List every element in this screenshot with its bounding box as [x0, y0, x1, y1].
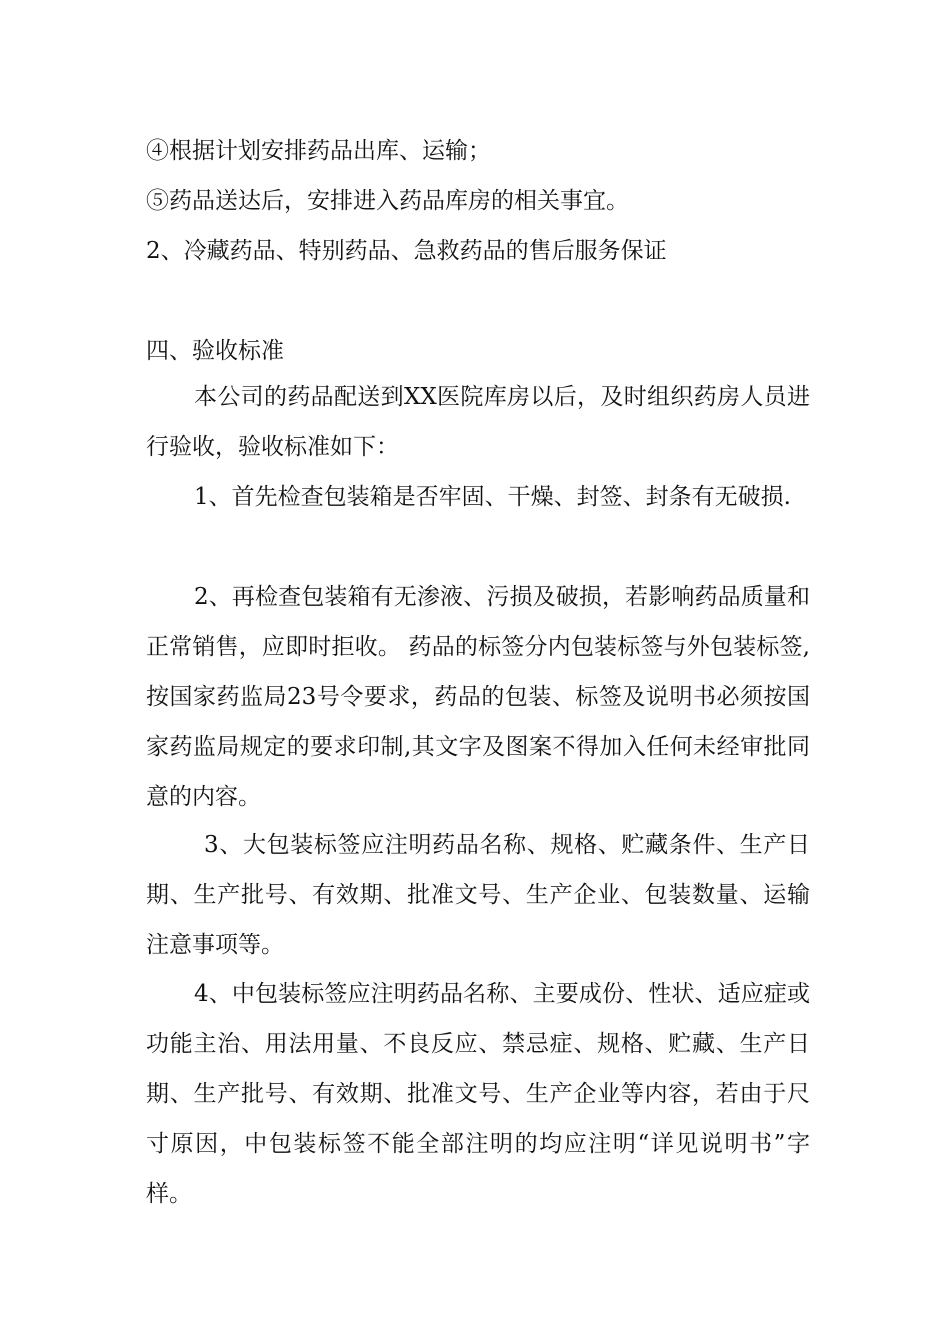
intro-paragraph: 本公司的药品配送到XX医院库房以后，及时组织药房人员进行验收，验收标准如下： [146, 384, 810, 460]
paragraph-1: 1、首先检查包装箱是否牢固、干燥、封签、封条有无破损. [194, 484, 791, 510]
section-heading: 四、验收标准 [146, 338, 284, 364]
list-item-4: ④根据计划安排药品出库、运输； [146, 138, 491, 164]
list-item-2-cold-storage: 2、冷藏药品、特别药品、急救药品的售后服务保证 [146, 238, 667, 264]
paragraph-4: 4、中包装标签应注明药品名称、主要成份、性状、适应症或功能主治、用法用量、不良反应、禁忌症、规格、贮藏、生产日期、生产批号、有效期、批准文号、生产企业等内容，若由于尺寸原因，中包装标签不能全部注明的均应注明“详见说明书”字样。 [146, 981, 810, 1207]
list-item-5: ⑤药品送达后，安排进入药品库房的相关事宜。 [146, 188, 629, 214]
paragraph-3: 3、大包装标签应注明药品名称、规格、贮藏条件、生产日期、生产批号、有效期、批准文号、生产企业、包装数量、运输注意事项等。 [146, 832, 810, 958]
paragraph-2: 2、再检查包装箱有无渗液、污损及破损，若影响药品质量和正常销售，应即时拒收。 药品的标签分内包装标签与外包装标签,按国家药监局23号令要求，药品的包装、标签及说明书必须按国家药监局规定的要求印制,其文字及图案不得加入任何未经审批同意的内容。 [146, 584, 810, 810]
